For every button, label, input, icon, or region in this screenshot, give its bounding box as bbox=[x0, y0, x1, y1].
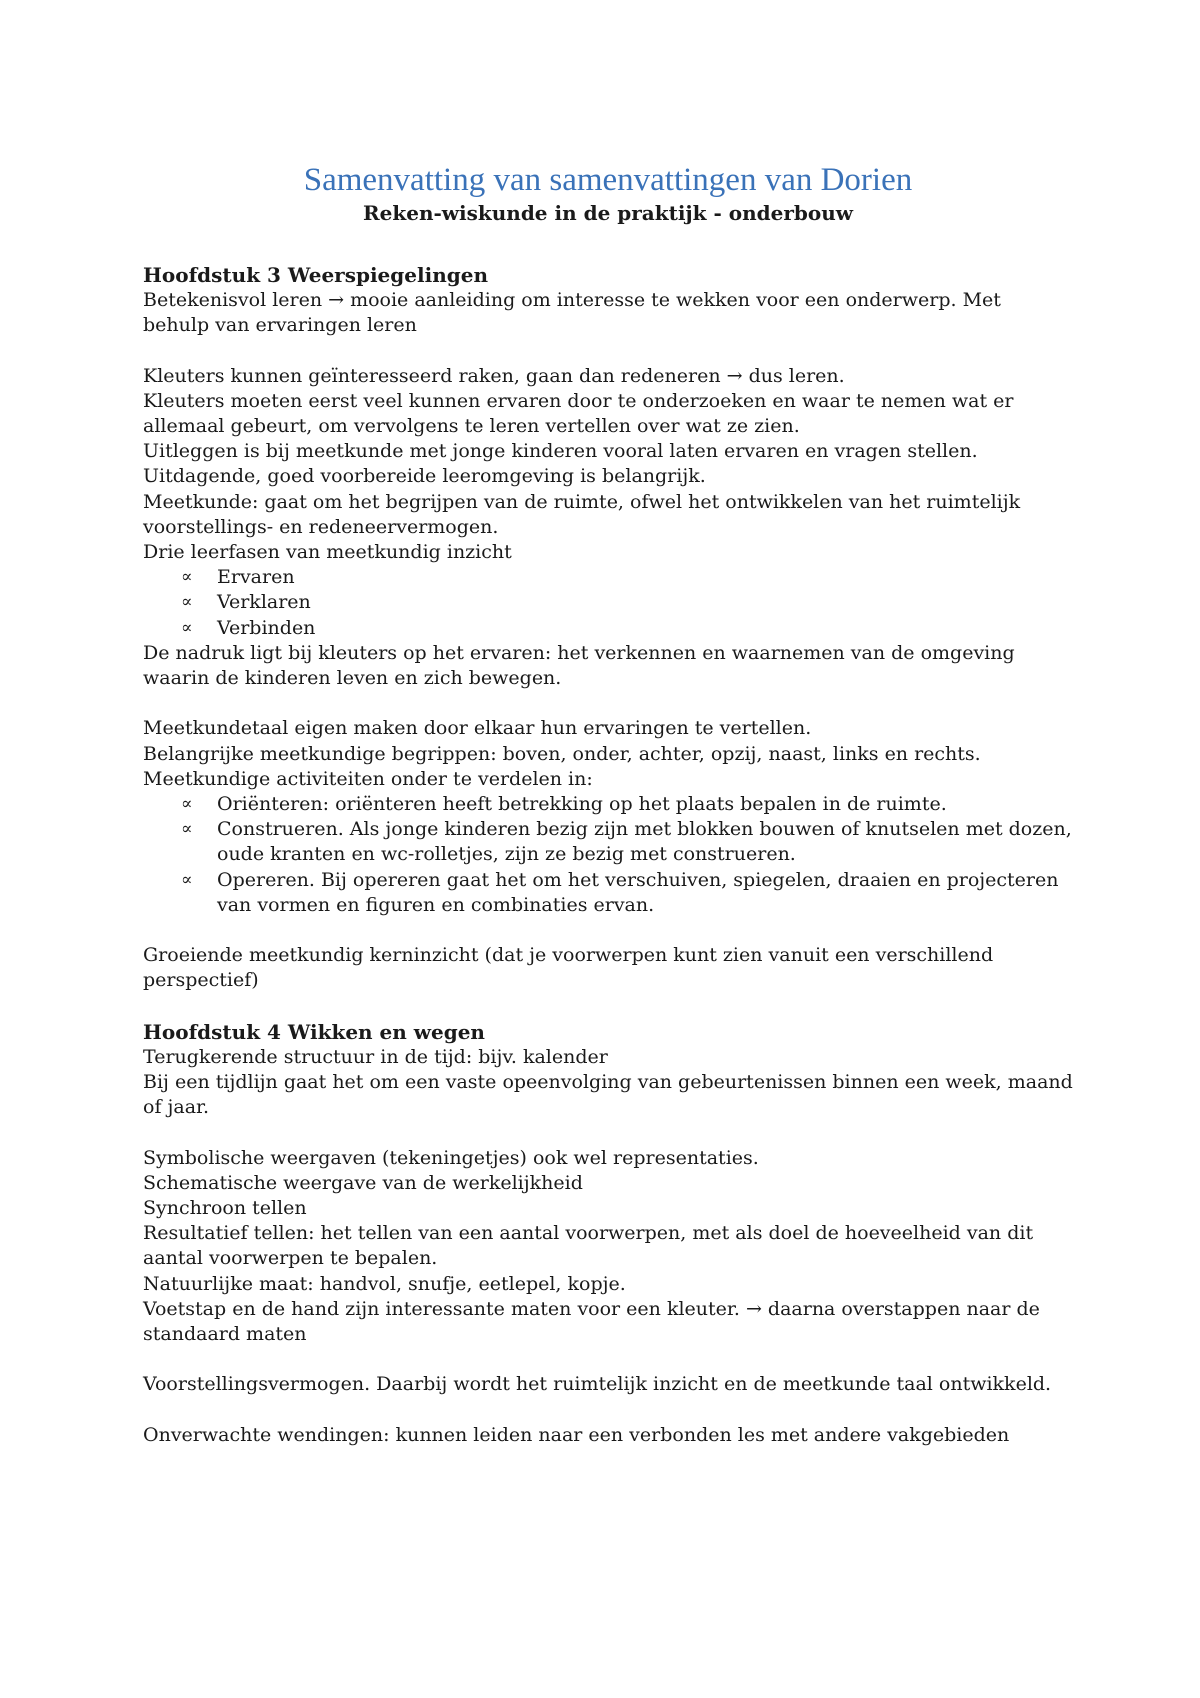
list-item: ∝ Verklaren bbox=[181, 590, 1073, 615]
bullet-icon: ∝ bbox=[181, 617, 193, 638]
paragraph: Uitdagende, goed voorbereide leeromgeving is belangrijk. bbox=[143, 465, 706, 488]
paragraph: Bij een tijdlijn gaat het om een vaste opeenvolging van gebeurtenissen binnen een week, maand of jaar. bbox=[143, 1071, 1073, 1119]
chapter-4-section bbox=[143, 1019, 1073, 1448]
paragraph: Natuurlijke maat: handvol, snufje, eetlepel, kopje. bbox=[143, 1272, 626, 1295]
list-item: ∝ Oriënteren: oriënteren heeft betrekking op het plaats bepalen in de ruimte. bbox=[181, 792, 1073, 817]
bullet-icon: ∝ bbox=[181, 592, 193, 613]
bullet-icon: ∝ bbox=[181, 567, 193, 588]
paragraph: Uitleggen is bij meetkunde met jonge kinderen vooral laten ervaren en vragen stellen. bbox=[143, 440, 978, 463]
paragraph: De nadruk ligt bij kleuters op het ervaren: het verkennen en waarnemen van de omgeving waarin de kinderen leven en zich bewegen. bbox=[143, 641, 1015, 690]
document-title: Samenvatting van samenvattingen van Dorien bbox=[303, 162, 913, 198]
bullet-icon: ∝ bbox=[181, 819, 193, 840]
list-item: ∝ Ervaren bbox=[181, 565, 1073, 590]
paragraph: Terugkerende structuur in de tijd: bijv. kalender bbox=[143, 1045, 608, 1068]
paragraph: Meetkunde: gaat om het begrijpen van de ruimte, ofwel het ontwikkelen van het ruimtelijk voorstellings- en redeneervermogen. bbox=[143, 490, 1021, 538]
paragraph: Schematische weergave van de werkelijkheid bbox=[143, 1171, 583, 1194]
chapter-3-heading: Hoofdstuk 3 Weerspiegelingen bbox=[143, 263, 488, 287]
list-item: ∝ Opereren. Bij opereren gaat het om het verschuiven, spiegelen, draaien en projecteren van vormen en figuren en combinaties ervan. bbox=[181, 868, 1059, 916]
paragraph: Kleuters moeten eerst veel kunnen ervaren door te onderzoeken en waar te nemen wat er allemaal gebeurt, om vervolgens te leren vertellen over wat ze zien. bbox=[143, 389, 1014, 437]
paragraph: Drie leerfasen van meetkundig inzicht bbox=[143, 541, 512, 564]
paragraph: Voetstap en de hand zijn interessante maten voor een kleuter. → daarna overstappen naar de standaard maten bbox=[143, 1297, 1040, 1346]
chapter-3-section bbox=[143, 262, 1073, 1019]
paragraph: Groeiende meetkundig kerninzicht (dat je voorwerpen kunt zien vanuit een verschillend perspectief) bbox=[143, 944, 994, 992]
paragraph: Synchroon tellen bbox=[143, 1197, 307, 1220]
paragraph: Betekenisvol leren → mooie aanleiding om interesse te wekken voor een onderwerp. Met behulp van ervaringen leren bbox=[143, 289, 1001, 337]
phases-list bbox=[143, 565, 1073, 641]
paragraph: Symbolische weergaven (tekeningetjes) ook wel representaties. bbox=[143, 1146, 759, 1169]
activities-list bbox=[143, 792, 1073, 918]
bullet-icon: ∝ bbox=[181, 869, 193, 890]
list-item: ∝ Verbinden bbox=[181, 616, 1073, 641]
paragraph: Meetkundige activiteiten onder te verdelen in: bbox=[143, 767, 593, 790]
list-item: ∝ Construeren. Als jonge kinderen bezig zijn met blokken bouwen of knutselen met dozen, oude kranten en wc-rolletjes, zijn ze bezig met construeren. bbox=[181, 818, 1072, 866]
paragraph: Resultatief tellen: het tellen van een aantal voorwerpen, met als doel de hoeveelheid van dit aantal voorwerpen te bepalen. bbox=[143, 1222, 1034, 1270]
chapter-4-heading: Hoofdstuk 4 Wikken en wegen bbox=[143, 1019, 485, 1044]
document-subtitle: Reken-wiskunde in de praktijk - onderbouw bbox=[363, 201, 853, 225]
bullet-icon: ∝ bbox=[181, 794, 193, 815]
paragraph: Meetkundetaal eigen maken door elkaar hun ervaringen te vertellen. bbox=[143, 717, 812, 740]
paragraph: Belangrijke meetkundige begrippen: boven, onder, achter, opzij, naast, links en rechts. bbox=[143, 742, 981, 765]
paragraph: Onverwachte wendingen: kunnen leiden naar een verbonden les met andere vakgebieden bbox=[143, 1423, 1010, 1446]
document-page bbox=[143, 160, 1073, 1448]
paragraph: Kleuters kunnen geïnteresseerd raken, gaan dan redeneren → dus leren. bbox=[143, 364, 845, 387]
paragraph: Voorstellingsvermogen. Daarbij wordt het ruimtelijk inzicht en de meetkunde taal ontwikkeld. bbox=[143, 1373, 1052, 1396]
